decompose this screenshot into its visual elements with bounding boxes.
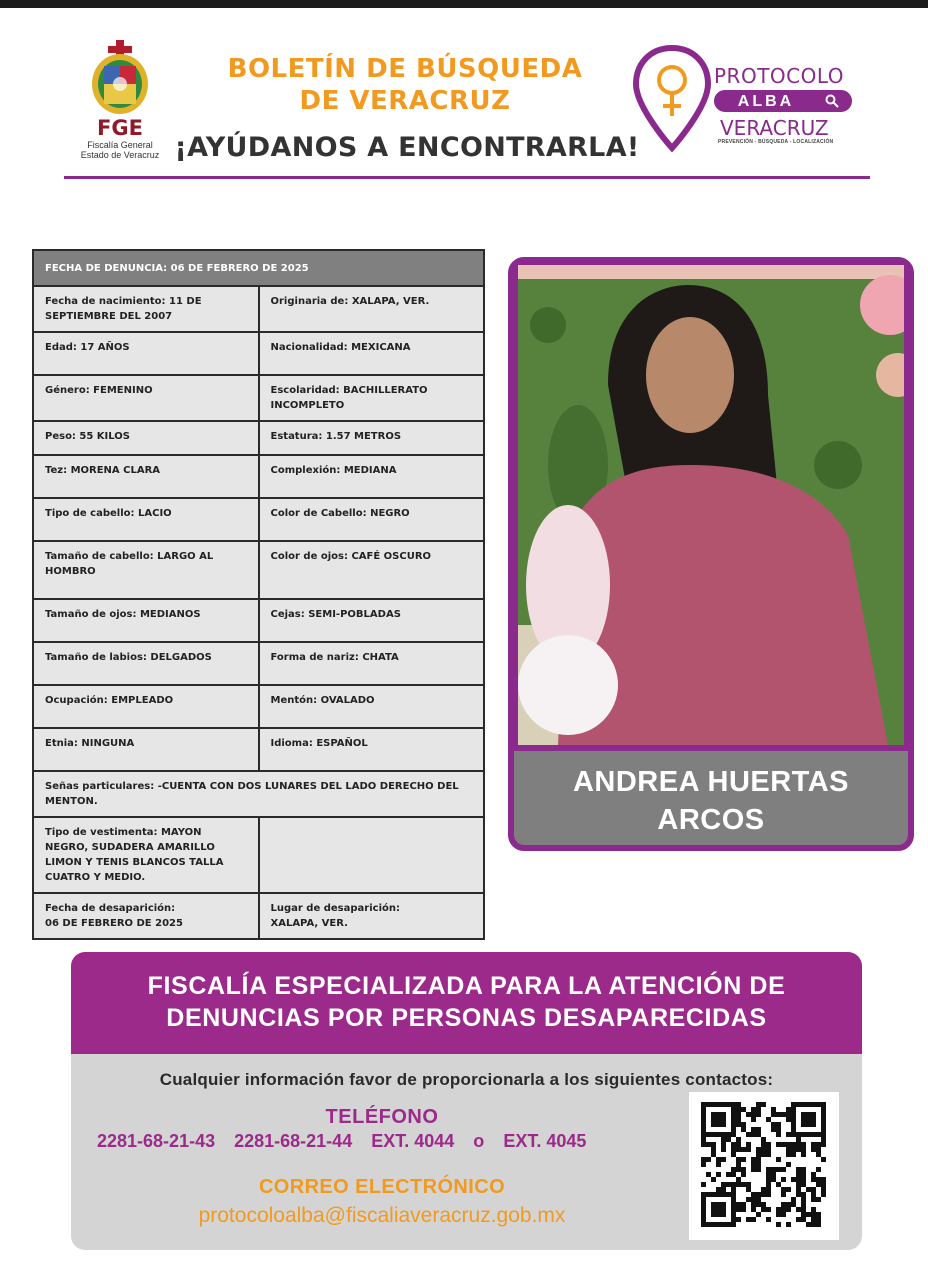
table-cell: Tamaño de cabello: LARGO AL HOMBRO <box>33 541 259 599</box>
person-name-box <box>514 751 908 845</box>
person-name-line1: ANDREA HUERTAS <box>572 766 850 798</box>
table-cell: Mentón: OVALADO <box>259 685 485 728</box>
contact-intro: Cualquier información favor de proporcionarla a los siguientes contactos: <box>159 1070 774 1089</box>
state-coat-of-arms-icon <box>90 40 150 116</box>
table-row <box>33 685 484 728</box>
fge-subtitle-1: Fiscalía General <box>87 140 153 150</box>
missing-person-photo <box>518 265 904 745</box>
table-cell: Escolaridad: BACHILLERATO INCOMPLETO <box>259 375 485 421</box>
alba-pill-text: ALBA <box>737 93 795 110</box>
table-row <box>33 771 484 817</box>
phone-label: TELÉFONO <box>325 1106 439 1128</box>
table-cell: Tez: MORENA CLARA <box>33 455 259 498</box>
person-card <box>508 257 914 851</box>
qr-code-icon <box>689 1092 839 1240</box>
table-row <box>33 421 484 455</box>
person-name-line2: ARCOS <box>657 804 765 836</box>
header-divider <box>64 176 870 179</box>
table-cell: Tamaño de labios: DELGADOS <box>33 642 259 685</box>
table-cell: Tamaño de ojos: MEDIANOS <box>33 599 259 642</box>
table-cell: Complexión: MEDIANA <box>259 455 485 498</box>
phone-number-2: 2281-68-21-44 <box>234 1131 353 1151</box>
table-cell: Fecha de nacimiento: 11 DE SEPTIEMBRE DEL 2007 <box>33 286 259 332</box>
table-cell: Forma de nariz: CHATA <box>259 642 485 685</box>
table-cell: Originaria de: XALAPA, VER. <box>259 286 485 332</box>
table-cell-line: 06 DE FEBRERO DE 2025 <box>45 918 183 929</box>
fge-subtitle-2: Estado de Veracruz <box>80 150 160 160</box>
table-row <box>33 599 484 642</box>
alba-pill <box>714 90 852 112</box>
agency-name <box>71 970 862 1034</box>
table-row <box>33 817 484 893</box>
table-cell: Ocupación: EMPLEADO <box>33 685 259 728</box>
person-info-table <box>32 249 485 940</box>
table-row <box>33 728 484 771</box>
extension-1: EXT. 4044 <box>371 1131 455 1151</box>
phone-number-1: 2281-68-21-43 <box>97 1131 216 1151</box>
table-cell: Género: FEMENINO <box>33 375 259 421</box>
table-cell: Nacionalidad: MEXICANA <box>259 332 485 375</box>
phone-numbers <box>97 1131 697 1152</box>
email-label: CORREO ELECTRÓNICO <box>258 1176 506 1198</box>
table-row <box>33 498 484 541</box>
table-cell: Color de ojos: CAFÉ OSCURO <box>259 541 485 599</box>
search-icon <box>824 93 840 109</box>
table-cell: Tipo de cabello: LACIO <box>33 498 259 541</box>
agency-name-line2: DENUNCIAS POR PERSONAS DESAPARECIDAS <box>166 1004 767 1032</box>
table-row <box>33 642 484 685</box>
slogan: ¡AYÚDANOS A ENCONTRARLA! <box>174 132 640 163</box>
table-row <box>33 455 484 498</box>
female-symbol-pin-icon <box>632 44 712 152</box>
table-cell: Señas particulares: -CUENTA CON DOS LUNARES DEL LADO DERECHO DEL MENTON. <box>33 771 484 817</box>
table-cell <box>259 893 485 939</box>
extension-2: EXT. 4045 <box>503 1131 587 1151</box>
table-cell <box>259 817 485 893</box>
email-address: protocoloalba@fiscaliaveracruz.gob.mx <box>198 1204 566 1227</box>
bulletin-title-line2: DE VERACRUZ <box>299 86 511 116</box>
table-row <box>33 286 484 332</box>
table-cell: Etnia: NINGUNA <box>33 728 259 771</box>
alba-line3: VERACRUZ <box>720 116 829 140</box>
alba-line1: PROTOCOLO <box>714 64 845 88</box>
table-cell-line: Fecha de desaparición: <box>45 903 176 914</box>
table-cell: Idioma: ESPAÑOL <box>259 728 485 771</box>
person-name <box>514 763 908 839</box>
table-cell: Color de Cabello: NEGRO <box>259 498 485 541</box>
table-cell-line: XALAPA, VER. <box>270 918 348 929</box>
table-cell <box>33 893 259 939</box>
table-row <box>33 375 484 421</box>
fge-acronym: FGE <box>97 116 143 140</box>
table-cell: Peso: 55 KILOS <box>33 421 259 455</box>
top-bar <box>0 0 928 8</box>
contact-panel <box>71 1054 862 1250</box>
table-row <box>33 250 484 286</box>
protocolo-alba-logo <box>632 44 858 154</box>
table-cell: Estatura: 1.57 METROS <box>259 421 485 455</box>
report-date-cell: FECHA DE DENUNCIA: 06 DE FEBRERO DE 2025 <box>33 250 484 286</box>
table-row <box>33 332 484 375</box>
table-cell: Tipo de vestimenta: MAYON NEGRO, SUDADERA AMARILLO LIMON Y TENIS BLANCOS TALLA CUATRO Y MEDIO. <box>33 817 259 893</box>
bulletin-title-line1: BOLETÍN DE BÚSQUEDA <box>227 54 583 84</box>
alba-tagline: PREVENCIÓN - BÚSQUEDA - LOCALIZACIÓN <box>718 139 834 145</box>
table-cell-line: Lugar de desaparición: <box>270 903 400 914</box>
extension-conjunction: o <box>473 1131 485 1151</box>
table-row <box>33 893 484 939</box>
agency-name-line1: FISCALÍA ESPECIALIZADA PARA LA ATENCIÓN DE <box>147 972 786 1000</box>
table-cell: Cejas: SEMI-POBLADAS <box>259 599 485 642</box>
table-cell: Edad: 17 AÑOS <box>33 332 259 375</box>
fge-logo <box>70 40 170 170</box>
table-row <box>33 541 484 599</box>
agency-banner <box>71 952 862 1054</box>
